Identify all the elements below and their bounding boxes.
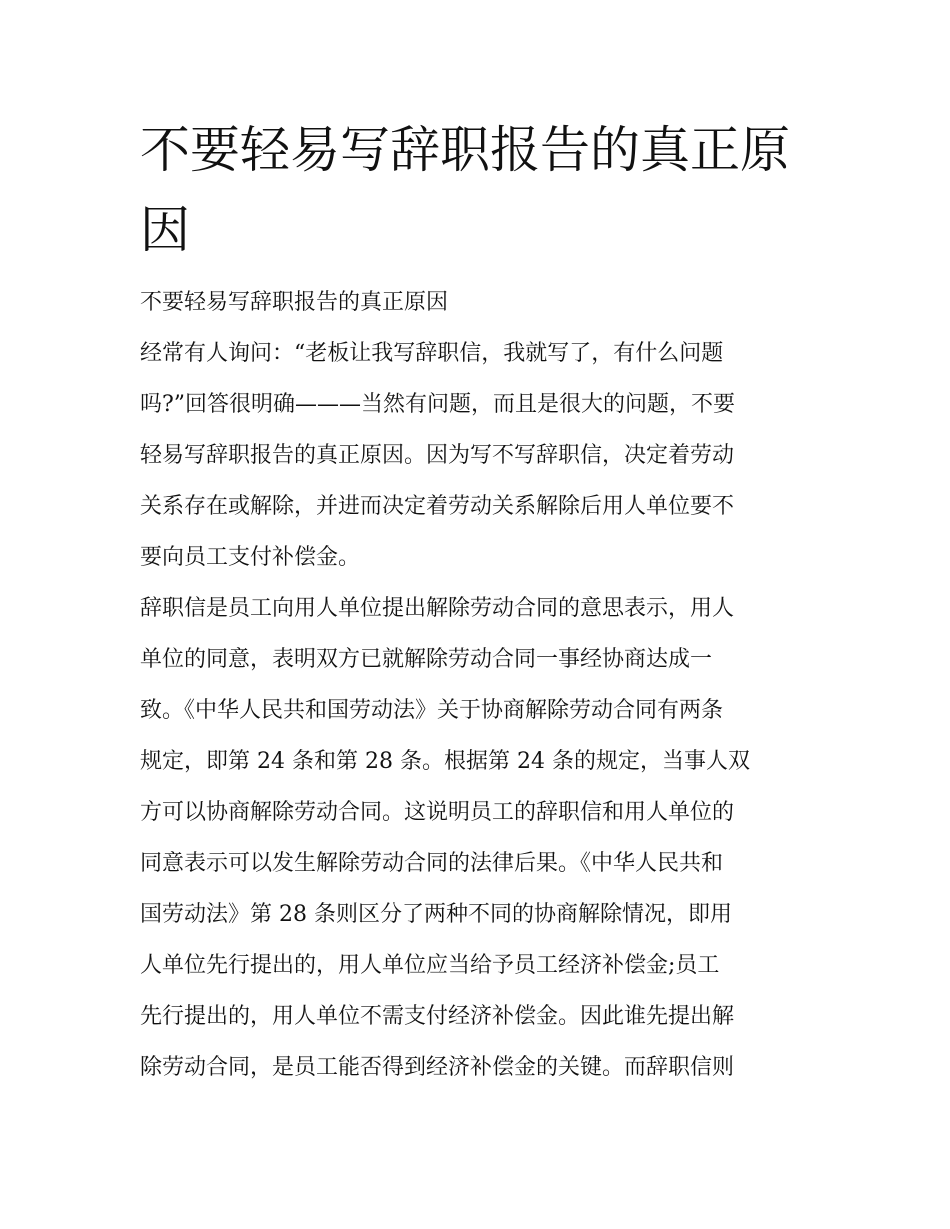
text-line: 先行提出的，用人单位不需支付经济补偿金。因此谁先提出解 [140, 1004, 735, 1029]
title-line: 因 [140, 201, 190, 259]
text-line: 除劳动合同，是员工能否得到经济补偿金的关键。而辞职信则 [140, 1055, 735, 1080]
text-line: 致。《中华人民共和国劳动法》关于协商解除劳动合同有两条 [140, 698, 724, 723]
text-line: 要向员工支付补偿金。 [140, 545, 361, 570]
text-line: 关系存在或解除，并进而决定着劳动关系解除后用人单位要不 [140, 494, 735, 519]
text-line: 吗?”回答很明确———当然有问题，而且是很大的问题，不要 [140, 392, 736, 417]
text-line: 方可以协商解除劳动合同。这说明员工的辞职信和用人单位的 [140, 800, 735, 825]
text-line: 人单位先行提出的，用人单位应当给予员工经济补偿金;员工 [140, 953, 720, 978]
text-line: 单位的同意，表明双方已就解除劳动合同一事经协商达成一 [140, 647, 713, 672]
text-line: 辞职信是员工向用人单位提出解除劳动合同的意思表示，用人 [140, 596, 735, 621]
document-body [140, 277, 816, 1093]
text-line: 同意表示可以发生解除劳动合同的法律后果。《中华人民共和 [140, 851, 724, 876]
text-line: 轻易写辞职报告的真正原因。因为写不写辞职信，决定着劳动 [140, 443, 735, 468]
text-line: 规定，即第 24 条和第 28 条。根据第 24 条的规定，当事人双 [140, 749, 750, 774]
document-title [140, 110, 820, 270]
text-line: 国劳动法》第 28 条则区分了两种不同的协商解除情况，即用 [140, 902, 732, 927]
subtitle-line: 不要轻易写辞职报告的真正原因 [140, 290, 449, 315]
text-line: 经常有人询问：“老板让我写辞职信，我就写了，有什么问题 [140, 341, 724, 366]
title-line: 不要轻易写辞职报告的真正原 [140, 121, 790, 179]
